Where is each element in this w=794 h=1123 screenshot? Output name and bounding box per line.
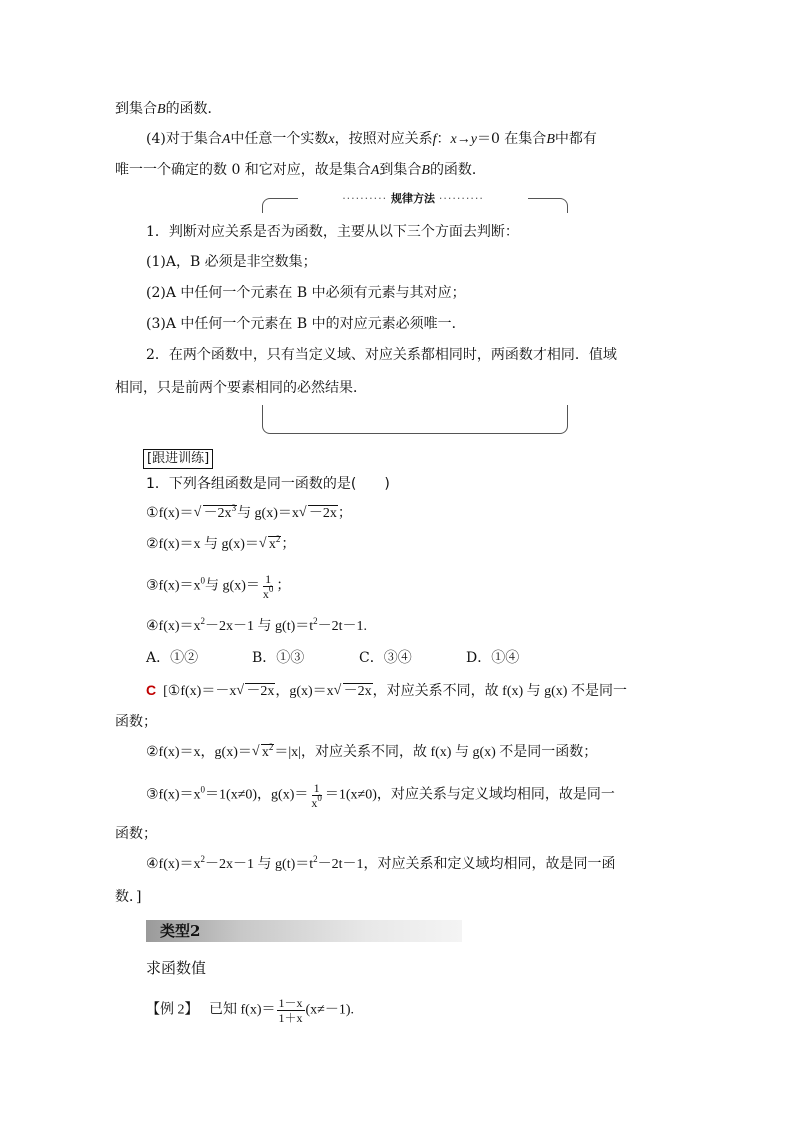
option-2: ②f(x)＝x 与 g(x)＝√ $x^2$； — [146, 535, 295, 555]
solution-2: ②f(x)＝x，g(x)＝√ $x^2=|x|$，对应关系不同，故 f(x) 与 g(x) 不是同一函数； — [146, 743, 597, 763]
method-item-1-3: (3)A 中任何一个元素在 B 中的对应元素必须唯一． — [146, 316, 466, 332]
choice-b: B．①③ — [252, 650, 305, 666]
option-1: ①f(x)＝√ $-2x^3$与 g(x)＝x√ －2x； — [146, 504, 352, 524]
section-type-label: 类型2 — [160, 922, 201, 940]
option-3: $③f(x)=x^0$与 g(x)＝ $\frac{1}{x^0}$ ； — [146, 572, 291, 601]
method-item-1-2: (2)A 中任何一个元素在 B 中必须有元素与其对应； — [146, 285, 466, 301]
choice-a: A．①② — [146, 650, 199, 666]
example-label: 【例 2】 — [146, 1002, 199, 1018]
solution-1-line2: 函数； — [115, 714, 157, 730]
section-heading: 求函数值 — [146, 959, 207, 977]
method-item-2-line1: 2．在两个函数中，只有当定义域、对应关系都相同时，两函数才相同．值域 — [146, 347, 617, 363]
paragraph-4-line2: 唯一一个确定的数 0 和它对应，故是集合A到集合B的函数． — [115, 162, 486, 178]
option-4: $④f(x)=x^2-2x-1$ 与 $g(t)=t^2-2t-1$. — [146, 616, 368, 634]
solution-3-line1: $③f(x)=x^0=1(x\ne 0)$，g(x)＝ $\frac{1}{x^0}$ ＝1(x≠0)，对应关系与定义域均相同，故是同一 — [146, 781, 615, 810]
method-box-bottom-frame — [262, 405, 568, 434]
method-item-1-1: (1)A，B 必须是非空数集； — [146, 254, 317, 270]
solution-1-line1: C [①f(x)＝－x√ －2x，g(x)＝x√ －2x，对应关系不同，故 f(x) 与 g(x) 不是同一 — [146, 680, 627, 702]
paragraph-4-line1: (4)对于集合A中任意一个实数x，按照对应关系f：x→y＝0 在集合B中都有 — [146, 131, 597, 147]
method-item-2-line2: 相同，只是前两个要素相同的必然结果． — [115, 380, 367, 396]
example-2: 【例 2】 已知 f(x)＝ $\frac{1-x}{1+x}$ (x≠－1). — [146, 996, 355, 1025]
practice-question: 1．下列各组函数是同一函数的是( ) — [146, 476, 390, 492]
answer-letter: C — [146, 682, 157, 698]
solution-4-line2: 数．] — [115, 889, 142, 905]
solution-3-line2: 函数； — [115, 826, 157, 842]
method-box-title: ·········· 规律方法 ·········· — [298, 190, 528, 208]
section-type-bar — [146, 920, 462, 942]
text-line: 到集合B的函数． — [115, 101, 222, 117]
choice-d: D．①④ — [466, 650, 520, 666]
method-item-1: 1．判断对应关系是否为函数，主要从以下三个方面去判断： — [146, 224, 519, 240]
practice-label: [跟进训练] — [143, 449, 213, 469]
solution-4-line1: $④f(x)=x^2-2x-1$ 与 $g(t)=t^2-2t-1$，对应关系和定义域均相同，故是同一函 — [146, 854, 616, 872]
choice-c: C．③④ — [359, 650, 412, 666]
